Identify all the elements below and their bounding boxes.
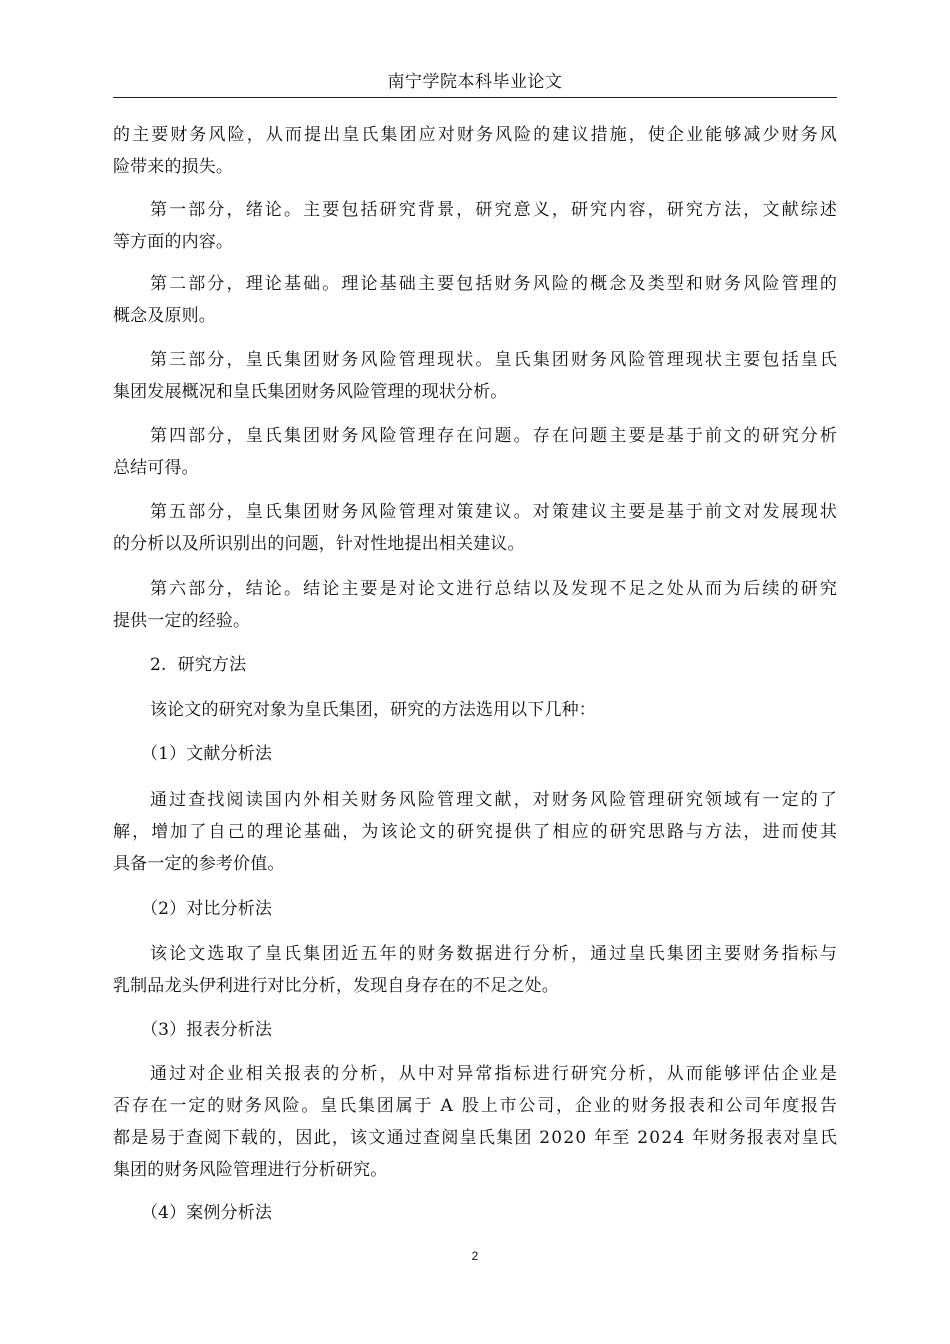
paragraph-line: 第一部分，绪论。主要包括研究背景，研究意义，研究内容，研究方法，文献综述 [150, 200, 839, 220]
paragraph-methods-intro [113, 694, 837, 726]
paragraph-line: 该论文选取了皇氏集团近五年的财务数据进行分析，通过皇氏集团主要财务指标与 [150, 944, 839, 964]
paragraph-part-6 [113, 573, 837, 637]
paragraph-line: 第六部分，结论。结论主要是对论文进行总结以及发现不足之处从而为后续的研究 [150, 579, 839, 599]
page-number: 2 [471, 1249, 479, 1263]
subheading-case-analysis [113, 1197, 837, 1229]
paragraph-part-5 [113, 496, 837, 560]
paragraph-line: 解，增加了自己的理论基础，为该论文的研究提供了相应的研究思路与方法，进而使其 [113, 822, 839, 842]
paragraph-line: 的分析以及所识别出的问题，针对性地提出相关建议。 [113, 534, 525, 554]
page-header-title: 南宁学院本科毕业论文 [387, 72, 563, 92]
paragraph-comparative-analysis [113, 938, 837, 1002]
paragraph-line: 险带来的损失。 [113, 157, 234, 177]
subheading: （2）对比分析法 [141, 899, 273, 919]
paragraph-line: 具备一定的参考价值。 [113, 854, 285, 874]
subheading-literature-analysis [113, 738, 837, 770]
subheading: （1）文献分析法 [141, 744, 273, 764]
paragraph-line: 第五部分，皇氏集团财务风险管理对策建议。对策建议主要是基于前文对发展现状 [150, 502, 839, 522]
paragraph-line: 通过对企业相关报表的分析，从中对异常指标进行研究分析，从而能够评估企业是 [150, 1064, 839, 1084]
paragraph-line: 集团的财务风险管理进行分析研究。 [113, 1160, 388, 1180]
section-heading-research-methods [113, 649, 837, 681]
paragraph-part-4 [113, 420, 837, 484]
paragraph-line: 乳制品龙头伊利进行对比分析，发现自身存在的不足之处。 [113, 976, 559, 996]
paragraph-line: 该论文的研究对象为皇氏集团，研究的方法选用以下几种： [150, 700, 596, 720]
paragraph-line: 第四部分，皇氏集团财务风险管理存在问题。存在问题主要是基于前文的研究分析 [150, 426, 839, 446]
subheading-statement-analysis [113, 1014, 837, 1046]
paragraph-statement-analysis [113, 1058, 837, 1186]
paragraph-line: 第三部分，皇氏集团财务风险管理现状。皇氏集团财务风险管理现状主要包括皇氏 [150, 350, 839, 370]
paragraph-line: 集团发展概况和皇氏集团财务风险管理的现状分析。 [113, 382, 508, 402]
paragraph-line: 概念及原则。 [113, 306, 216, 326]
paragraph-line: 否存在一定的财务风险。皇氏集团属于 A 股上市公司，企业的财务报表和公司年度报告 [113, 1096, 839, 1116]
subheading-comparative-analysis [113, 893, 837, 925]
paragraph-line: 都是易于查阅下载的，因此，该文通过查阅皇氏集团 2020 年至 2024 年财务报表对皇氏 [113, 1128, 839, 1148]
subheading: （4）案例分析法 [141, 1203, 273, 1223]
paragraph-line: 等方面的内容。 [113, 232, 234, 252]
paragraph-line: 总结可得。 [113, 458, 199, 478]
paragraph-part-3 [113, 344, 837, 408]
paragraph-1 [113, 119, 837, 183]
subheading: （3）报表分析法 [141, 1020, 273, 1040]
paragraph-literature-analysis [113, 784, 837, 880]
paragraph-part-2 [113, 268, 837, 332]
paragraph-line: 第二部分，理论基础。理论基础主要包括财务风险的概念及类型和财务风险管理的 [150, 274, 839, 294]
paragraph-line: 通过查找阅读国内外相关财务风险管理文献，对财务风险管理研究领域有一定的了 [150, 790, 839, 810]
paragraph-line: 提供一定的经验。 [113, 611, 251, 631]
section-heading: 2. 研究方法 [150, 655, 247, 675]
paragraph-line: 的主要财务风险，从而提出皇氏集团应对财务风险的建议措施，使企业能够减少财务风 [113, 125, 839, 145]
paragraph-part-1 [113, 194, 837, 258]
header-divider [113, 97, 837, 98]
